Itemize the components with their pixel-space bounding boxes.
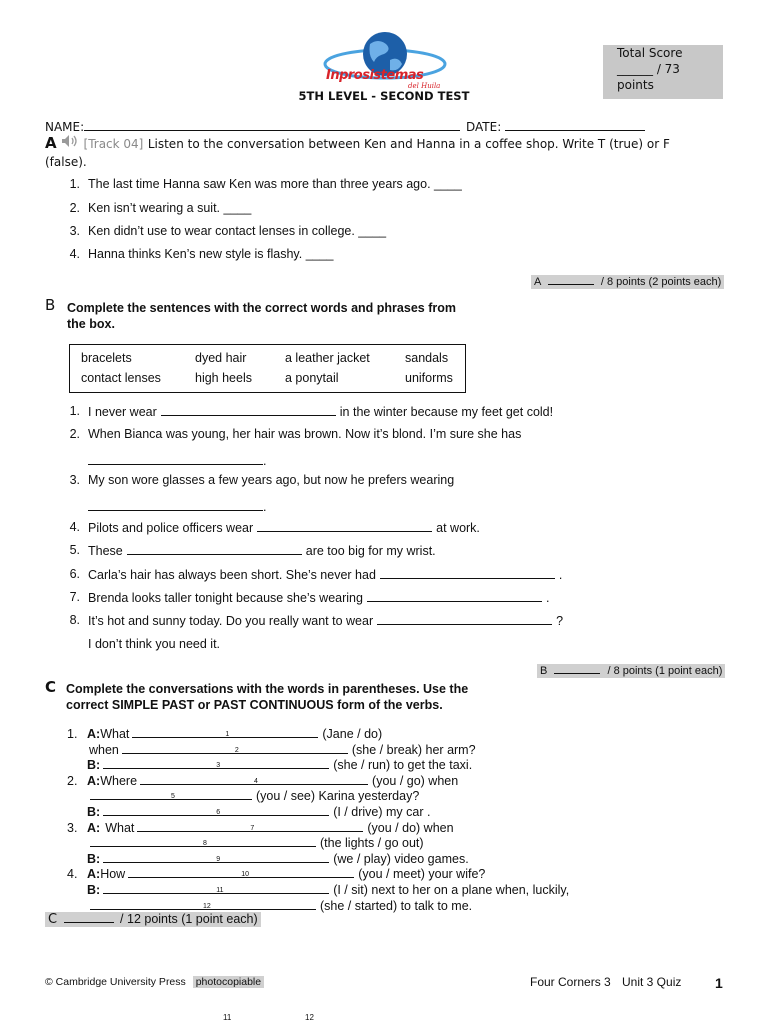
- blank-number: 12: [203, 902, 211, 910]
- blank-number: 10: [241, 871, 250, 879]
- section-b-letter: B: [45, 296, 56, 314]
- item-text: Brenda looks taller tonight because she’s wearing: [88, 591, 363, 605]
- line-text: (we / play) video games.: [333, 851, 469, 866]
- item-text: It’s hot and sunny today. Do you really want to wear: [88, 614, 374, 628]
- item-number: 1.: [69, 177, 80, 191]
- list-item: [69, 427, 522, 441]
- section-a-instruction-2: (false).: [45, 155, 87, 169]
- list-item: [69, 520, 480, 535]
- line-text: How: [100, 867, 126, 882]
- dialogue-line: [67, 742, 476, 757]
- line-text: (the lights / go out): [320, 836, 424, 851]
- word-box-item: dyed hair: [195, 351, 247, 365]
- speaker-label: A:: [87, 727, 101, 741]
- line-text: (I / drive) my car .: [333, 805, 431, 819]
- book-title: Four Corners 3: [530, 975, 611, 989]
- dialogue-line: [67, 804, 430, 819]
- item-number: 4.: [69, 520, 80, 534]
- section-b-score: [537, 664, 725, 678]
- score-label: Total Score: [617, 46, 683, 60]
- dialogue-line: [67, 851, 469, 866]
- item-number: 7.: [69, 590, 80, 604]
- section-a-letter: A: [45, 134, 57, 152]
- line-text: What: [105, 820, 135, 835]
- item-number: 8.: [69, 613, 80, 627]
- blank-number: 1: [225, 731, 230, 738]
- item-continuation: I don’t think you need it.: [88, 637, 221, 651]
- blank-number: 7: [250, 824, 255, 832]
- section-a-header: [45, 134, 670, 153]
- answer-blank[interactable]: [380, 567, 555, 579]
- item-text: I never wear: [88, 405, 157, 419]
- answer-blank[interactable]: [367, 590, 542, 602]
- list-item: [69, 177, 462, 191]
- name-field[interactable]: [84, 119, 460, 131]
- item-text: Pilots and police officers wear: [88, 521, 254, 535]
- word-box-item: a leather jacket: [285, 351, 370, 365]
- item-text: are too big for my wrist.: [305, 544, 436, 558]
- dialogue-line: [67, 757, 472, 772]
- line-text: (Jane / do): [322, 727, 383, 741]
- dialogue-line: [67, 882, 569, 897]
- word-box-item: a ponytail: [285, 371, 339, 385]
- blank-number: 11: [216, 887, 224, 894]
- answer-blank[interactable]: [88, 453, 263, 465]
- list-item: [69, 224, 387, 238]
- section-b-instruction-1: Complete the sentences with the correct words and phrases from: [67, 301, 456, 315]
- section-a-score-text: / 8 points (2 points each): [600, 276, 722, 288]
- answer-blank[interactable]: [377, 613, 552, 625]
- total-score-box: [603, 45, 723, 99]
- word-box-item: uniforms: [405, 371, 453, 385]
- item-text: When Bianca was young, her hair was brown. Now it’s blond. I’m sure she has: [88, 427, 522, 441]
- line-text: (you / meet) your wife?: [358, 867, 486, 882]
- score-line: ______ / 73: [617, 62, 680, 76]
- item-number: 2.: [69, 427, 80, 441]
- photocopiable-badge: photocopiable: [193, 976, 264, 988]
- blank-number: 9: [216, 855, 221, 863]
- copyright: [45, 976, 264, 988]
- speaker-label: B:: [87, 883, 101, 897]
- copyright-text: © Cambridge University Press: [45, 976, 186, 988]
- section-b-score-text: / 8 points (1 point each): [607, 665, 723, 677]
- section-a-score-field[interactable]: [548, 276, 594, 285]
- speaker-label: A:: [87, 773, 101, 788]
- section-c-letter: C: [45, 678, 57, 696]
- speaker-label: B:: [87, 851, 101, 866]
- item-text: Hanna thinks Ken’s new style is flashy. ____: [88, 247, 334, 261]
- section-a-score-letter: A: [534, 276, 541, 288]
- item-number: 4.: [67, 867, 78, 882]
- item-number: 3.: [69, 224, 80, 238]
- section-b-score-letter: B: [540, 665, 548, 677]
- speaker-label: B:: [87, 758, 101, 773]
- dialogue-line: [67, 835, 424, 850]
- blank-number: 3: [216, 762, 221, 770]
- dialogue-line: [67, 726, 382, 741]
- list-item: [69, 613, 564, 628]
- page-title: 5TH LEVEL - SECOND TEST: [298, 89, 470, 103]
- line-text: (she / run) to get the taxi.: [333, 758, 473, 773]
- period: .: [263, 454, 267, 468]
- item-number: 1.: [67, 727, 78, 741]
- list-item: [69, 404, 554, 419]
- word-box-item: contact lenses: [81, 371, 161, 385]
- line-text: (she / break) her arm?: [351, 742, 476, 757]
- section-b-instruction-2: the box.: [67, 317, 115, 331]
- section-a-score: [531, 275, 724, 289]
- blank-number: 5: [171, 793, 175, 801]
- line-text: (she / started) to talk to me.: [320, 898, 473, 913]
- list-item-continued: [88, 453, 266, 468]
- item-number: 5.: [69, 543, 80, 557]
- list-item: [69, 473, 455, 487]
- page-number: 1: [715, 975, 723, 991]
- answer-blank[interactable]: [88, 499, 263, 511]
- answer-blank[interactable]: [161, 404, 336, 416]
- dialogue-line: [67, 866, 485, 881]
- section-c-score-field[interactable]: [64, 913, 114, 923]
- score-unit: points: [617, 78, 654, 92]
- blank-number: 6: [216, 809, 221, 816]
- unit-label: Unit 3 Quiz: [622, 975, 682, 989]
- name-date-row: [45, 119, 645, 134]
- item-number: 6.: [69, 567, 80, 581]
- blank-number: 4: [254, 777, 258, 785]
- stray-number: 11: [223, 1013, 232, 1022]
- item-number: 1.: [69, 404, 80, 418]
- stray-number: 12: [305, 1013, 314, 1022]
- item-number: 3.: [67, 820, 78, 835]
- item-text: Ken didn’t use to wear contact lenses in college. ____: [88, 224, 387, 238]
- section-c-score-text: / 12 points (1 point each): [120, 912, 258, 926]
- section-b-instruction: [67, 300, 456, 332]
- item-text: Ken isn’t wearing a suit. ____: [88, 201, 252, 215]
- list-item-continued: [88, 499, 266, 514]
- line-text: Where: [100, 773, 138, 788]
- speaker-label: A:: [87, 820, 101, 835]
- line-text: What: [100, 727, 130, 741]
- list-item: [69, 567, 563, 582]
- logo-text: Inprosistemas: [326, 68, 424, 83]
- line-text: when: [89, 742, 119, 757]
- list-item: [69, 543, 436, 558]
- answer-blank[interactable]: [127, 543, 302, 555]
- section-c-score: [45, 912, 261, 927]
- dialogue-line: [67, 773, 458, 788]
- list-item: [69, 201, 252, 215]
- item-text: .: [545, 591, 550, 605]
- line-text: (I / sit) next to her on a plane when, luckily,: [333, 883, 570, 897]
- section-b-score-field[interactable]: [554, 665, 600, 674]
- word-box-item: sandals: [405, 351, 449, 365]
- date-field[interactable]: [505, 119, 645, 131]
- section-c-instruction-1: Complete the conversations with the words in parentheses. Use the: [66, 682, 469, 696]
- date-label: DATE:: [466, 120, 502, 134]
- period: .: [263, 500, 267, 514]
- section-c-score-letter: C: [48, 912, 58, 927]
- item-text: My son wore glasses a few years ago, but now he prefers wearing: [88, 473, 455, 487]
- item-text: in the winter because my feet get cold!: [339, 405, 554, 419]
- section-c-instruction-2: correct SIMPLE PAST or PAST CONTINUOUS form of the verbs.: [66, 698, 443, 712]
- blank-number: 2: [234, 746, 239, 754]
- word-box: [69, 344, 466, 393]
- item-number: 2.: [69, 201, 80, 215]
- section-c-instruction: [66, 681, 468, 713]
- dialogue-line: [67, 820, 454, 835]
- line-text: (you / see) Karina yesterday?: [256, 789, 420, 804]
- speaker-label: A:: [87, 867, 101, 882]
- list-item: [69, 590, 550, 605]
- line-text: (you / go) when: [372, 773, 459, 788]
- section-a-instruction: Listen to the conversation between Ken and Hanna in a coffee shop. Write T (true) or F: [147, 137, 670, 151]
- dialogue-line: [67, 788, 419, 803]
- speaker-label: B:: [87, 805, 101, 819]
- dialogue-line: [67, 898, 472, 913]
- name-label: NAME:: [45, 120, 85, 134]
- speaker-icon[interactable]: [61, 134, 79, 148]
- word-box-item: bracelets: [81, 351, 132, 365]
- word-box-item: high heels: [195, 371, 252, 385]
- blank-number: 8: [203, 840, 207, 848]
- item-text: Carla’s hair has always been short. She’s never had: [88, 568, 376, 582]
- logo-subtext: del Huila: [408, 82, 441, 90]
- item-text: ?: [556, 614, 564, 628]
- item-number: 4.: [69, 247, 80, 261]
- item-text: The last time Hanna saw Ken was more than three years ago. ____: [88, 177, 462, 191]
- item-text: at work.: [436, 521, 480, 535]
- answer-blank[interactable]: [257, 520, 432, 532]
- item-number: 2.: [67, 773, 78, 788]
- item-number: 3.: [69, 473, 80, 487]
- item-text: .: [558, 568, 563, 582]
- list-item: [69, 247, 334, 261]
- item-text: These: [88, 544, 123, 558]
- line-text: (you / do) when: [367, 820, 454, 835]
- track-label: [Track 04]: [83, 137, 144, 151]
